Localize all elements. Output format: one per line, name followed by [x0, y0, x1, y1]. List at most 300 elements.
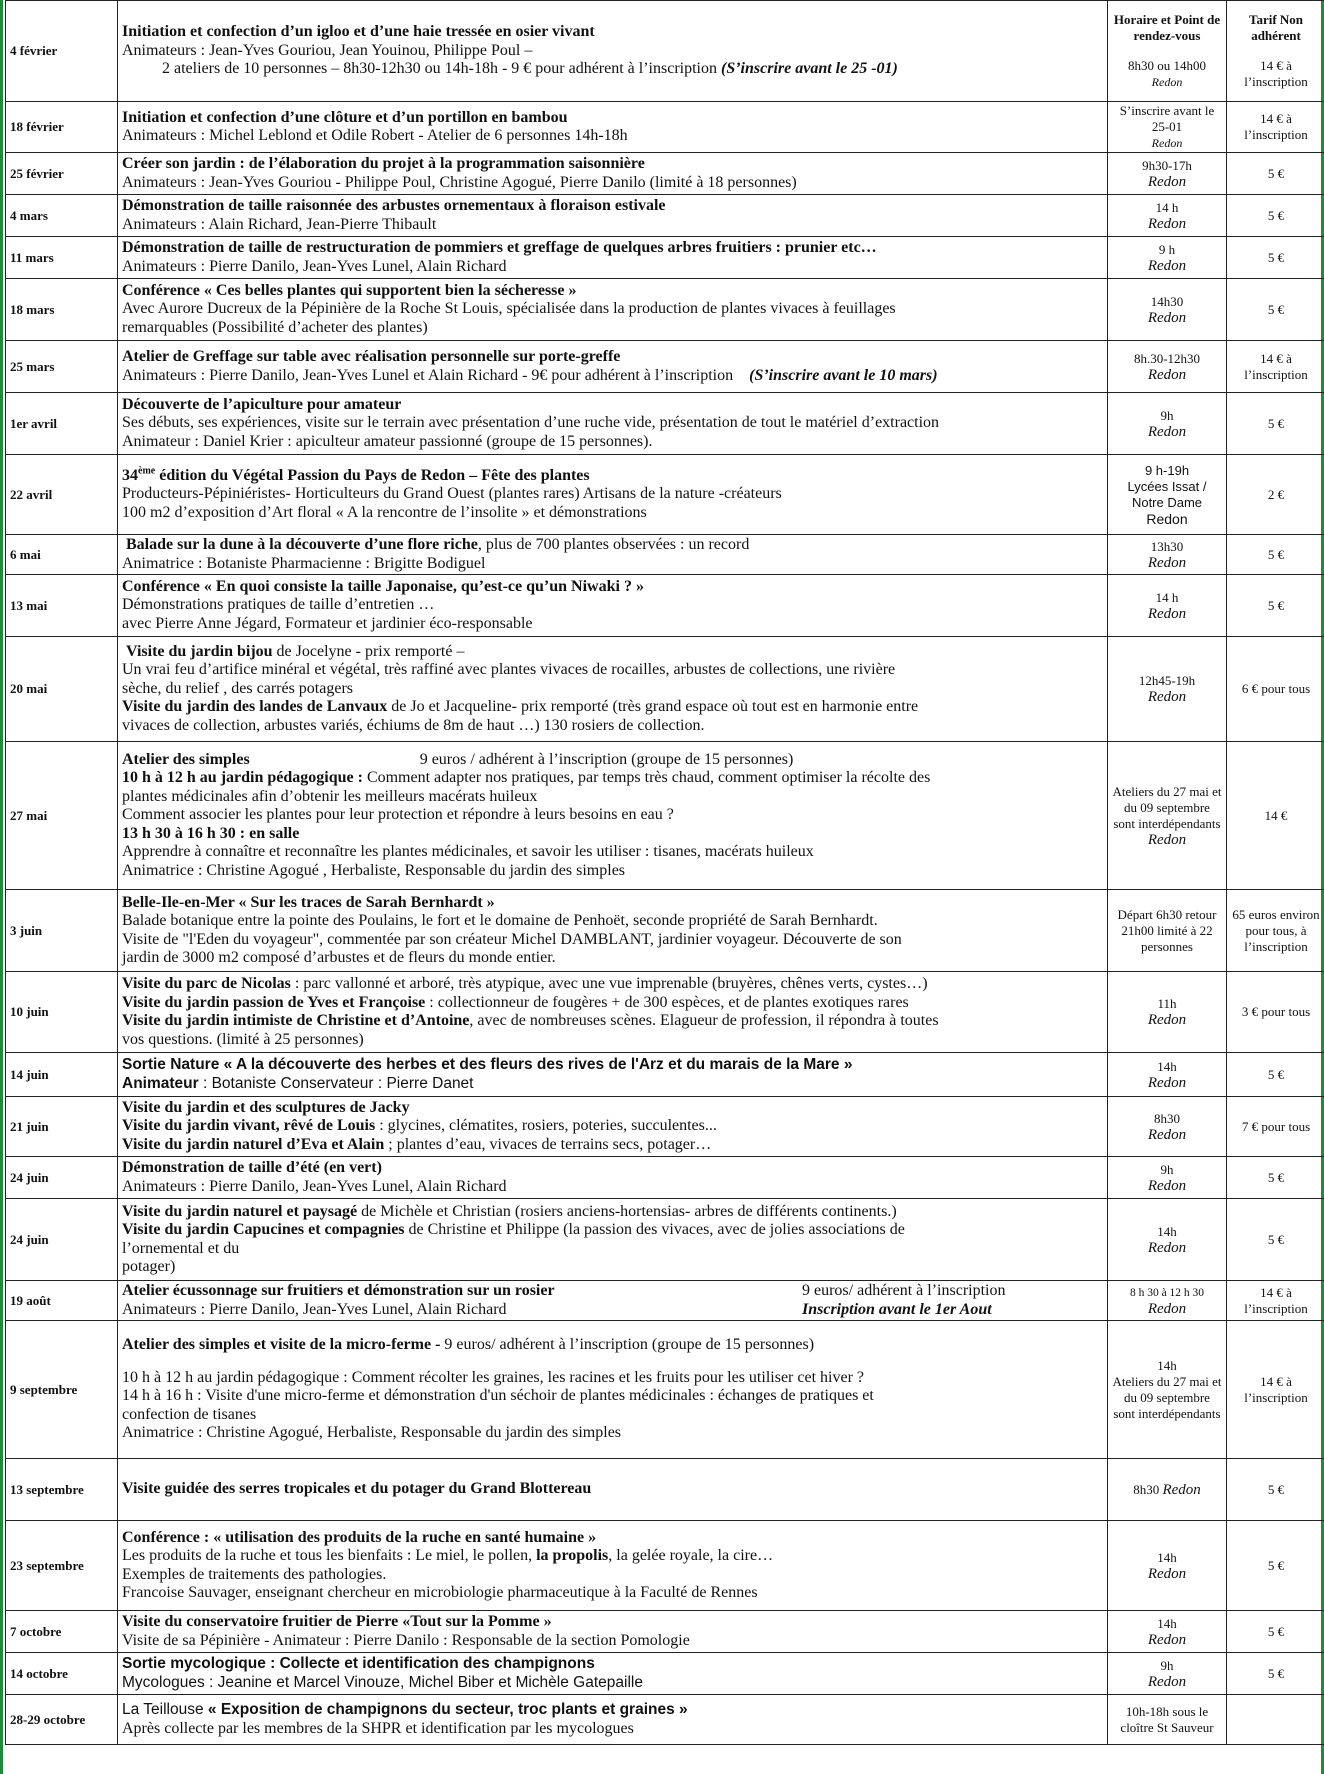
location: Redon	[1147, 215, 1187, 232]
table-row	[6, 1157, 1324, 1199]
event-line: Un vrai feu d’artifice minéral et végétal, très raffiné avec plantes vivaces de rocailles, arbustes de collections, une rivière	[122, 661, 896, 679]
price-text: 14 € à l’inscription	[1244, 350, 1308, 382]
event-line	[122, 1136, 1103, 1155]
event-line: Ses débuts, ses expériences, visite sur le terrain avec présentation d’une ruche vide, présentation de tout le matériel d’extraction	[122, 414, 940, 432]
event-line: Exemples de traitements des pathologies.	[122, 1565, 387, 1583]
location: Redon	[1147, 1673, 1187, 1690]
event-line: Animatrice : Botaniste Pharmacienne : Brigitte Bodiguel	[122, 554, 486, 572]
event-title: Visite du jardin vivant, rêvé de Louis	[122, 1117, 376, 1135]
event-title: Démonstration de taille d’été (en vert)	[122, 1159, 382, 1176]
event-line	[122, 1012, 1103, 1031]
event-time	[1108, 393, 1227, 455]
event-title: Découverte de l’apiculture pour amateur	[122, 395, 402, 413]
event-line: Après collecte par les membres de la SHPR et identification par les mycologues	[122, 1719, 634, 1737]
time-text: Ateliers du 27 mai et du 09 septembre sont interdépendants	[1112, 783, 1222, 831]
event-price	[1227, 1281, 1324, 1321]
event-line: Animateurs : Pierre Danilo, Jean-Yves Lunel, Alain Richard	[122, 1177, 507, 1195]
event-text: 2 ateliers de 10 personnes – 8h30-12h30 ou 14h-18h - 9 € pour adhérent à l’inscription	[162, 60, 717, 78]
event-time	[1108, 237, 1227, 279]
location: Redon	[1147, 605, 1187, 622]
event-date: 24 juin	[6, 1157, 118, 1199]
price-text: 14 € à l’inscription	[1244, 58, 1308, 89]
event-time	[1108, 972, 1227, 1053]
event-title-line	[122, 643, 1103, 662]
table-row	[6, 1199, 1324, 1281]
time-text: 14 h	[1155, 589, 1179, 605]
event-description	[118, 1, 1108, 102]
time-text: 9h30-17h	[1142, 157, 1192, 173]
table-row	[6, 972, 1324, 1053]
event-line	[122, 1301, 1103, 1320]
event-time	[1108, 455, 1227, 535]
event-line: Francoise Sauvager, enseignant chercheur en microbiologie pharmaceutique à la Faculté de Rennes	[122, 1584, 758, 1601]
event-title: Visite du jardin intimiste de Christine et d’Antoine	[122, 1012, 470, 1029]
event-date: 4 mars	[6, 195, 118, 237]
event-description	[118, 1321, 1108, 1459]
event-time	[1108, 890, 1227, 972]
event-title: Initiation et confection d’un igloo et d’une haie tressée en osier vivant	[122, 23, 595, 41]
event-line	[122, 1547, 1103, 1566]
event-line	[122, 1075, 1103, 1094]
event-line	[122, 975, 1103, 994]
event-date: 25 février	[6, 153, 118, 195]
event-description	[118, 153, 1108, 195]
event-line: Animateurs : Alain Richard, Jean-Pierre Thibault	[122, 215, 437, 233]
event-title-line	[122, 751, 1103, 770]
location: Redon	[1151, 136, 1183, 150]
event-line: 10 h à 12 h au jardin pédagogique : Comment récolter les graines, les racines et les fruits pour les utiliser cet hiver ?	[122, 1368, 864, 1386]
event-subtitle: 13 h 30 à 16 h 30 : en salle	[122, 824, 300, 842]
location: Redon	[1147, 1177, 1187, 1194]
time-text: 8h30	[1154, 1110, 1180, 1126]
event-date: 3 juin	[6, 890, 118, 972]
table-row	[6, 1, 1324, 102]
registration-note: Inscription avant le 1er Aout	[802, 1300, 992, 1318]
event-text: , avec de nombreuses scènes. Elagueur de profession, il répondra à toutes	[469, 1012, 939, 1029]
location: Redon	[1147, 1239, 1187, 1256]
event-title: Visite guidée des serres tropicales et du potager du Grand Blottereau	[122, 1480, 592, 1498]
event-highlight: la propolis	[536, 1547, 609, 1564]
event-text: ; plantes d’eau, vivaces de terrains secs, potager…	[384, 1135, 712, 1153]
time-text: 14 h	[1155, 199, 1179, 215]
event-price: 5 €	[1227, 1157, 1324, 1199]
event-price: 5 €	[1227, 575, 1324, 637]
location: Redon	[1147, 1074, 1187, 1091]
event-date: 10 juin	[6, 972, 118, 1053]
price-text: 6 € pour tous	[1241, 681, 1311, 696]
event-text: , plus de 700 plantes observées : un record	[477, 536, 750, 553]
time-text: 9 h	[1158, 241, 1176, 257]
table-row	[6, 341, 1324, 393]
event-line: remarquables (Possibilité d’acheter des plantes)	[122, 318, 428, 336]
location: Redon	[1147, 423, 1187, 440]
table-row	[6, 637, 1324, 742]
table-row	[6, 1053, 1324, 1097]
event-title: Visite du conservatoire fruitier de Pierre «Tout sur la Pomme »	[122, 1613, 552, 1630]
location: Redon	[1147, 366, 1187, 383]
event-line: Balade botanique entre la pointe des Poulains, le fort et le domaine de Penhoët, seconde propriété de Sarah Bernhardt.	[122, 912, 878, 929]
event-price: 5 €	[1227, 153, 1324, 195]
event-line	[122, 367, 1103, 386]
location: Redon	[1147, 1126, 1187, 1143]
time-text: Ateliers du 27 mai et du 09 septembre sont interdépendants	[1112, 1373, 1222, 1421]
price-text: 14 € à l’inscription	[1244, 1373, 1308, 1405]
event-time	[1108, 1321, 1227, 1459]
table-row	[6, 237, 1324, 279]
location: Redon	[1147, 689, 1187, 705]
event-price	[1227, 1321, 1324, 1459]
event-line: Mycologues : Jeanine et Marcel Vinouze, Michel Biber et Michèle Gatepaille	[122, 1673, 643, 1691]
edition-number: 34	[122, 466, 138, 484]
event-text: Les produits de la ruche et tous les bienfaits : Le miel, le pollen,	[122, 1547, 537, 1564]
event-price: 5 €	[1227, 1459, 1324, 1521]
event-description	[118, 279, 1108, 341]
event-title: Visite du jardin Capucines et compagnies	[122, 1221, 405, 1238]
event-text: 9 euros / adhérent à l’inscription (groupe de 15 personnes)	[419, 750, 794, 768]
event-time	[1108, 1521, 1227, 1611]
event-text: de Christine et Philippe (la passion des vivaces, avec de jolies associations de	[404, 1221, 905, 1238]
event-title: Visite du jardin naturel et paysagé	[122, 1202, 358, 1220]
events-table	[5, 0, 1324, 1745]
location: Redon	[1147, 1631, 1187, 1648]
location: Redon	[1147, 831, 1187, 848]
table-row	[6, 153, 1324, 195]
event-description	[118, 393, 1108, 455]
event-price	[1227, 890, 1324, 972]
event-line: Visite de sa Pépinière - Animateur : Pierre Danilo : Responsable de la section Pomologie	[122, 1631, 690, 1649]
event-line: Animatrice : Christine Agogué, Herbaliste, Responsable du jardin des simples	[122, 1424, 622, 1442]
location: Redon	[1147, 309, 1187, 326]
event-date: 18 mars	[6, 279, 118, 341]
table-row	[6, 535, 1324, 575]
table-row	[6, 1281, 1324, 1321]
event-time	[1108, 742, 1227, 890]
event-line: 14 h à 16 h : Visite d'une micro-ferme et démonstration d'un séchoir de plantes médicinales : échanges de pratiques et	[122, 1387, 874, 1405]
event-title: Atelier des simples	[122, 750, 250, 768]
event-title: Visite du parc de Nicolas	[122, 975, 291, 992]
event-line	[122, 1336, 1103, 1355]
table-row	[6, 1695, 1324, 1745]
time-text: 14h	[1157, 1615, 1177, 1631]
event-time	[1108, 575, 1227, 637]
event-line: Animateur : Daniel Krier : apiculteur amateur passionné (groupe de 15 personnes).	[122, 432, 653, 450]
event-description	[118, 1097, 1108, 1157]
event-line: Comment associer les plantes pour leur protection et répondre à leurs besoins en eau ?	[122, 806, 674, 824]
table-row	[6, 1611, 1324, 1653]
event-line: vivaces de collection, arbustes variés, échiums de 8m de haut …) 130 rosiers de collection.	[122, 716, 705, 734]
event-line: Visite de "l'Eden du voyageur", commentée par son créateur Michel DAMBLANT, jardinier voyageur. Découverte de son	[122, 930, 902, 948]
event-date: 13 mai	[6, 575, 118, 637]
event-subtitle: 10 h à 12 h au jardin pédagogique :	[122, 769, 363, 787]
event-time	[1108, 279, 1227, 341]
event-time	[1108, 1611, 1227, 1653]
event-price: 2 €	[1227, 455, 1324, 535]
time-text: 9h	[1160, 1657, 1174, 1673]
event-line: Animateurs : Michel Leblond et Odile Robert - Atelier de 6 personnes 14h-18h	[122, 127, 628, 144]
event-title: Créer son jardin : de l’élaboration du projet à la programmation saisonnière	[122, 155, 645, 172]
time-text: 12h45-19h	[1138, 673, 1196, 688]
event-text: : parc vallonné et arboré, très atypique, avec une vue imprenable (bruyères, chênes verts, cystes…)	[290, 975, 928, 992]
event-date: 25 mars	[6, 341, 118, 393]
event-title: Atelier des simples et visite de la micro-ferme -	[122, 1336, 441, 1354]
event-description	[118, 1459, 1108, 1521]
event-time	[1108, 1653, 1227, 1695]
price-text: 14 € à l’inscription	[1244, 1284, 1308, 1316]
event-date: 4 février	[6, 1, 118, 102]
event-title: Démonstration de taille de restructuration de pommiers et greffage de quelques arbres fruitiers : prunier etc…	[122, 239, 877, 256]
event-title: Démonstration de taille raisonnée des arbustes ornementaux à floraison estivale	[122, 197, 666, 214]
event-time	[1108, 1097, 1227, 1157]
event-line	[122, 1221, 1103, 1240]
event-text: Comment adapter nos pratiques, par temps très chaud, comment optimiser la récolte des	[362, 769, 931, 787]
table-row	[6, 575, 1324, 637]
registration-note: (S’inscrire avant le 25 -01)	[720, 60, 898, 78]
event-title: Belle-Ile-en-Mer « Sur les traces de Sarah Bernhardt »	[122, 893, 495, 911]
location: Redon	[1147, 1565, 1187, 1582]
time-text: 8h30	[1133, 1481, 1160, 1497]
event-price	[1227, 341, 1324, 393]
event-title-line	[122, 1701, 1103, 1720]
event-time	[1108, 535, 1227, 575]
event-line	[122, 1282, 1103, 1301]
event-price: 5 €	[1227, 1199, 1324, 1281]
event-price	[1227, 972, 1324, 1053]
event-description	[118, 195, 1108, 237]
event-description	[118, 1695, 1108, 1745]
event-price: 5 €	[1227, 393, 1324, 455]
table-row	[6, 102, 1324, 153]
event-date: 23 septembre	[6, 1521, 118, 1611]
event-date: 24 juin	[6, 1199, 118, 1281]
table-row	[6, 1459, 1324, 1521]
event-venue: La Teillouse	[122, 1701, 208, 1718]
event-time	[1108, 341, 1227, 393]
event-description	[118, 1281, 1108, 1321]
event-price: 5 €	[1227, 1653, 1324, 1695]
table-row	[6, 1321, 1324, 1459]
event-price: 5 €	[1227, 195, 1324, 237]
table-row	[6, 1097, 1324, 1157]
location: Redon	[1147, 1012, 1187, 1028]
price-text: 7 € pour tous	[1241, 1118, 1311, 1134]
event-description	[118, 890, 1108, 972]
event-title: Visite du jardin bijou	[126, 642, 273, 660]
event-price: 5 €	[1227, 1611, 1324, 1653]
event-time	[1108, 1695, 1227, 1745]
event-description	[118, 102, 1108, 153]
event-line: confection de tisanes	[122, 1405, 257, 1423]
table-row	[6, 455, 1324, 535]
event-description	[118, 1611, 1108, 1653]
event-description	[118, 1653, 1108, 1695]
time-text: 14h	[1157, 1357, 1177, 1373]
event-description	[118, 1053, 1108, 1097]
event-line: Démonstrations pratiques de taille d’entretien …	[122, 596, 435, 614]
table-row	[6, 1521, 1324, 1611]
event-date: 18 février	[6, 102, 118, 153]
time-text: 14h	[1157, 1223, 1177, 1239]
event-price: 5 €	[1227, 237, 1324, 279]
event-date: 11 mars	[6, 237, 118, 279]
ordinal-suffix: ème	[138, 465, 156, 477]
event-description	[118, 341, 1108, 393]
event-title-line	[122, 536, 1103, 555]
event-line	[122, 769, 1103, 788]
table-row	[6, 742, 1324, 890]
event-price: 5 €	[1227, 535, 1324, 575]
table-row	[6, 1653, 1324, 1695]
event-time	[1108, 1053, 1227, 1097]
event-text: de Jocelyne - prix remporté –	[272, 642, 465, 660]
event-title: Visite du jardin naturel d’Eva et Alain	[122, 1135, 385, 1153]
event-time	[1108, 1, 1227, 102]
event-title: Balade sur la dune à la découverte d’une flore riche	[126, 536, 478, 553]
event-title: « Exposition de champignons du secteur, troc plants et graines »	[207, 1701, 688, 1718]
event-time	[1108, 153, 1227, 195]
event-text: Animateurs : Pierre Danilo, Jean-Yves Lunel, Alain Richard	[122, 1300, 507, 1318]
time-text: 9h	[1160, 407, 1174, 423]
event-description	[118, 972, 1108, 1053]
event-time	[1108, 195, 1227, 237]
event-title: Conférence : « utilisation des produits de la ruche en santé humaine »	[122, 1528, 597, 1546]
time-line	[1112, 1482, 1222, 1498]
event-price	[1227, 102, 1324, 153]
event-date: 28-29 octobre	[6, 1695, 118, 1745]
venue: Lycées Issat / Notre Dame	[1127, 478, 1207, 510]
event-date: 14 juin	[6, 1053, 118, 1097]
event-line: avec Pierre Anne Jégard, Formateur et jardinier éco-responsable	[122, 614, 533, 632]
event-line	[122, 698, 1103, 717]
event-description	[118, 742, 1108, 890]
event-description	[118, 575, 1108, 637]
location: Redon	[1162, 1481, 1201, 1498]
event-line	[122, 60, 1103, 79]
location: Redon	[1146, 510, 1188, 527]
time-text: 14h	[1157, 1058, 1177, 1074]
location: Redon	[1147, 1300, 1187, 1317]
event-date: 19 août	[6, 1281, 118, 1321]
time-text: 13h30	[1150, 538, 1184, 554]
event-description	[118, 455, 1108, 535]
event-date: 7 octobre	[6, 1611, 118, 1653]
event-line: 100 m2 d’exposition d’Art floral « A la rencontre de l’insolite » et démonstrations	[122, 503, 647, 521]
time-text: 9 h-19h	[1144, 462, 1190, 478]
event-description	[118, 237, 1108, 279]
event-subtitle: Visite du jardin des landes de Lanvaux	[122, 698, 388, 716]
event-price	[1227, 1, 1324, 102]
event-description	[118, 1199, 1108, 1281]
event-description	[118, 535, 1108, 575]
event-time	[1108, 637, 1227, 742]
event-label: Animateur	[122, 1074, 199, 1092]
event-text: : Botaniste Conservateur : Pierre Danet	[198, 1074, 474, 1092]
location: Redon	[1147, 257, 1187, 274]
event-date: 9 septembre	[6, 1321, 118, 1459]
event-text: , la gelée royale, la cire…	[608, 1547, 774, 1564]
event-price	[1227, 1097, 1324, 1157]
event-date: 1er avril	[6, 393, 118, 455]
time-text: 10h-18h sous le cloître St Sauveur	[1120, 1703, 1214, 1735]
event-price: 5 €	[1227, 1521, 1324, 1611]
event-price	[1227, 1695, 1324, 1745]
column-header-price: Tarif Non adhérent	[1248, 12, 1304, 43]
location: Redon	[1147, 554, 1187, 571]
event-price: 5 €	[1227, 1053, 1324, 1097]
event-date: 22 avril	[6, 455, 118, 535]
event-title: Atelier de Greffage sur table avec réalisation personnelle sur porte-greffe	[122, 348, 621, 365]
event-time	[1108, 1459, 1227, 1521]
event-title-text: édition du Végétal Passion du Pays de Redon – Fête des plantes	[159, 466, 590, 484]
location: Redon	[1151, 75, 1183, 89]
event-line: l’ornemental et du	[122, 1239, 240, 1257]
time-text: 14h	[1157, 1549, 1177, 1565]
event-line: sèche, du relief , des carrés potagers	[122, 679, 353, 697]
event-line: Animateurs : Jean-Yves Gouriou - Philippe Poul, Christine Agogué, Pierre Danilo (limité à 18 personnes)	[122, 173, 797, 191]
event-date: 20 mai	[6, 637, 118, 742]
event-text: Animateurs : Pierre Danilo, Jean-Yves Lunel et Alain Richard - 9€ pour adhérent à l’inscription	[122, 366, 734, 384]
event-time	[1108, 1281, 1227, 1321]
price-text: 14 € à l’inscription	[1244, 111, 1308, 142]
location: Redon	[1147, 173, 1187, 190]
table-row	[6, 279, 1324, 341]
event-title: Sortie Nature « A la découverte des herbes et des fleurs des rives de l'Arz et du marais de la Mare »	[122, 1056, 853, 1073]
event-text: de Jo et Jacqueline- prix remporté (très grand espace où tout est en harmonie entre	[387, 698, 919, 716]
price-text: 3 € pour tous	[1241, 1004, 1311, 1019]
event-date: 6 mai	[6, 535, 118, 575]
time-text: 14h30	[1150, 293, 1184, 309]
event-line	[122, 994, 1103, 1013]
event-line: Animateurs : Pierre Danilo, Jean-Yves Lunel, Alain Richard	[122, 257, 507, 275]
event-line: Apprendre à connaître et reconnaître les plantes médicinales, et savoir les utiliser : tisanes, macérats huileux	[122, 843, 814, 861]
event-line	[122, 1117, 1103, 1136]
table-row	[6, 195, 1324, 237]
event-title: Atelier écussonnage sur fruitiers et démonstration sur un rosier	[122, 1282, 555, 1299]
event-line: Animatrice : Christine Agogué , Herbaliste, Responsable du jardin des simples	[122, 861, 626, 879]
event-line: Avec Aurore Ducreux de la Pépinière de la Roche St Louis, spécialisée dans la production de plantes vivaces à feuillages	[122, 300, 896, 318]
event-line: plantes médicinales afin d’obtenir les meilleurs macérats huileux	[122, 787, 538, 805]
time-text: Départ 6h30 retour 21h00 limité à 22 personnes	[1117, 906, 1217, 954]
time-text: 9h	[1160, 1161, 1174, 1177]
event-text: : collectionneur de fougères + de 300 espèces, et de plantes exotiques rares	[425, 993, 909, 1011]
event-title: Visite du jardin passion de Yves et Françoise	[122, 993, 426, 1011]
event-title: Visite du jardin et des sculptures de Jacky	[122, 1098, 410, 1116]
event-text: de Michèle et Christian (rosiers anciens-hortensias- arbres de différents continents.)	[357, 1202, 897, 1220]
event-description	[118, 1157, 1108, 1199]
event-line: jardin de 3000 m2 composé d’arbustes et de fleurs du monde entier.	[122, 949, 556, 966]
event-date: 14 octobre	[6, 1653, 118, 1695]
event-title: Initiation et confection d’une clôture et d’un portillon en bambou	[122, 108, 568, 126]
time-text: 8h30 ou 14h00	[1128, 58, 1206, 73]
event-title: Sortie mycologique : Collecte et identification des champignons	[122, 1655, 595, 1672]
registration-note: (S’inscrire avant le 10 mars)	[749, 366, 938, 384]
event-price: 5 €	[1227, 279, 1324, 341]
event-title: Conférence « En quoi consiste la taille Japonaise, qu’est-ce qu’un Niwaki ? »	[122, 577, 644, 595]
event-date: 21 juin	[6, 1097, 118, 1157]
event-line: potager)	[122, 1258, 176, 1275]
table-row	[6, 890, 1324, 972]
table-row	[6, 393, 1324, 455]
event-text: 9 euros/ adhérent à l’inscription	[802, 1282, 1006, 1299]
event-text: : glycines, clématites, rosiers, poteries, succulentes...	[375, 1117, 717, 1135]
event-text: 9 euros/ adhérent à l’inscription (groupe de 15 personnes)	[440, 1336, 815, 1354]
event-line: vos questions. (limité à 25 personnes)	[122, 1030, 364, 1048]
time-text: S’inscrire avant le 25-01	[1119, 103, 1215, 134]
event-price: 14 €	[1227, 742, 1324, 890]
event-date: 27 mai	[6, 742, 118, 890]
event-time	[1108, 1199, 1227, 1281]
price-text: 65 euros environ pour tous, à l’inscription	[1232, 906, 1320, 954]
event-description	[118, 1521, 1108, 1611]
